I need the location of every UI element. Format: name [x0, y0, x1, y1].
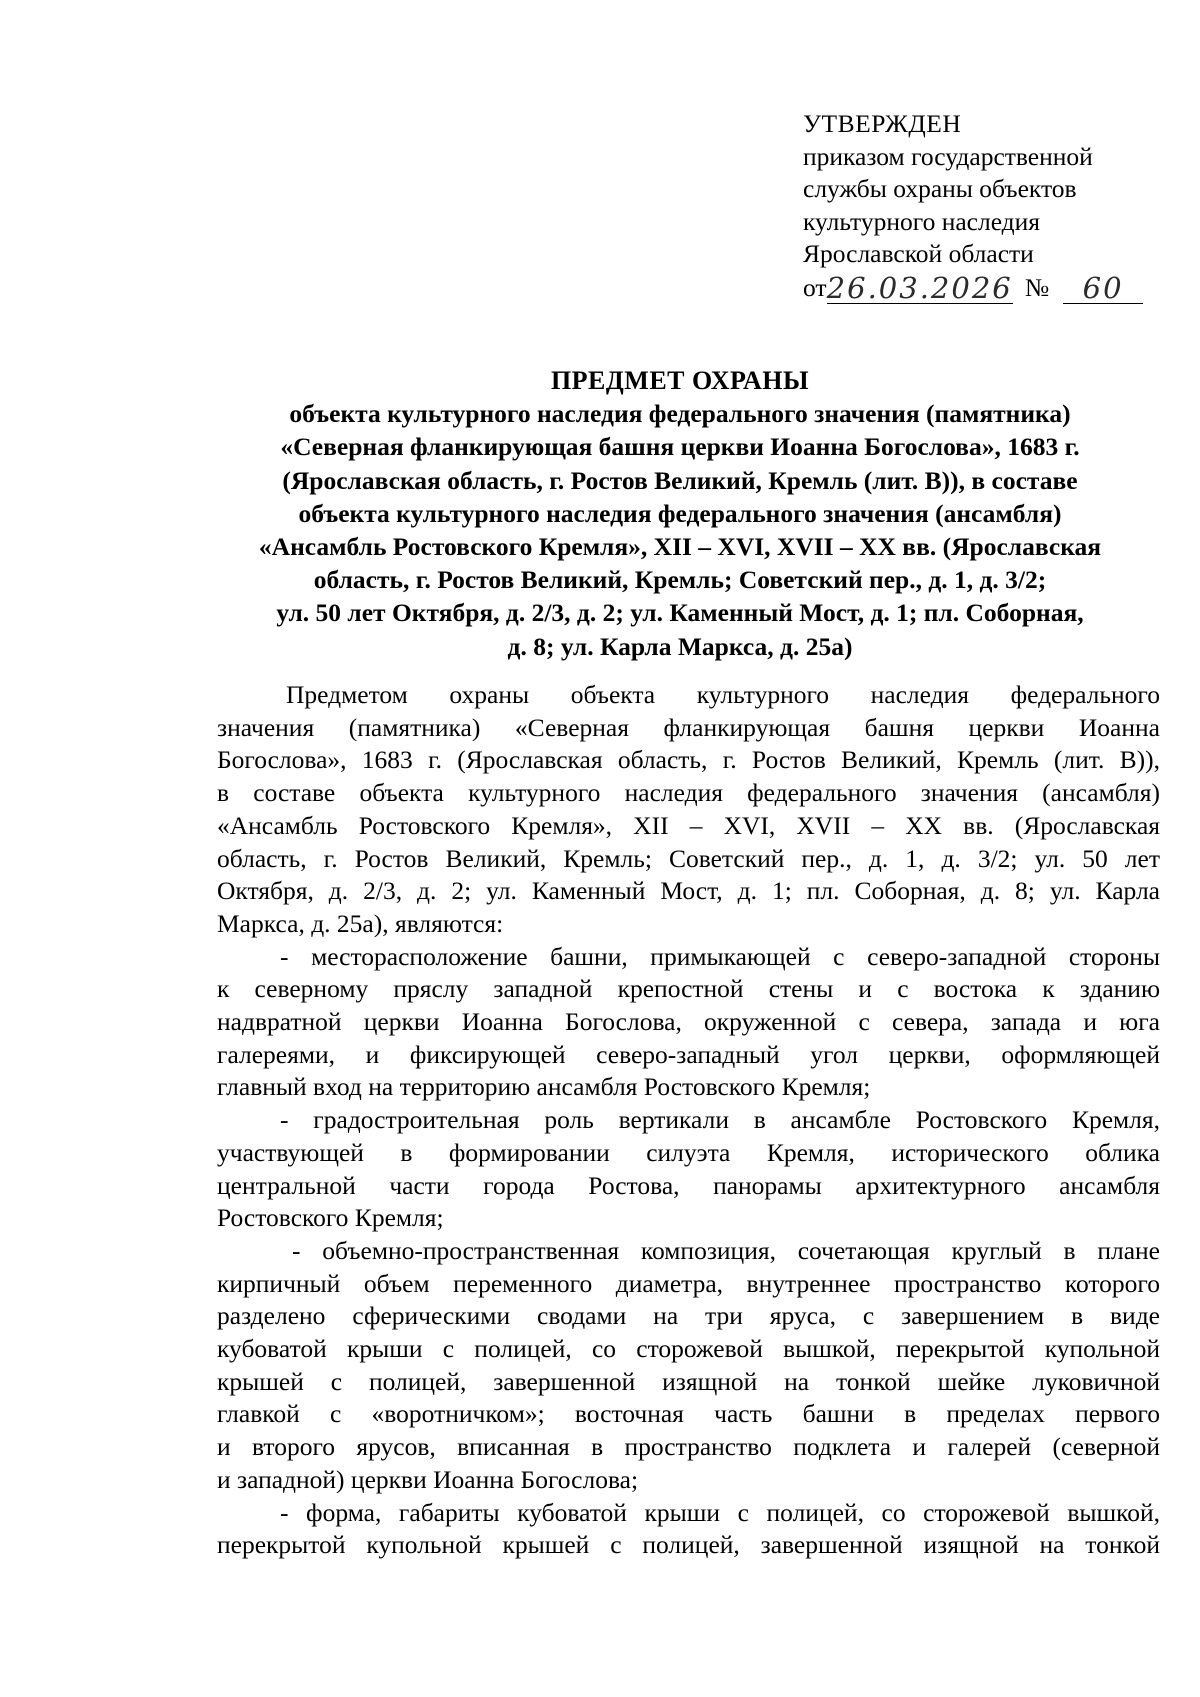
body-line: «Ансамбль Ростовского Кремля», XII – XVI, XVII – XX вв. (Ярославская	[217, 810, 1160, 840]
list-item-line: разделено сферическими сводами на три яруса, с завершением в виде	[217, 1301, 1160, 1331]
body-line: Предметом охраны объекта культурного наследия федерального	[286, 680, 1160, 709]
title-line: объекта культурного наследия федерального значения (памятника)	[289, 399, 1071, 429]
approval-heading: УТВЕРЖДЕН	[803, 109, 962, 138]
list-item-line: - форма, габариты кубоватой крыши с полицей, со сторожевой вышкой,	[280, 1497, 1160, 1527]
approval-date-row	[803, 272, 1143, 305]
number-sign: №	[1024, 272, 1050, 302]
list-item-line: Ростовского Кремля;	[217, 1203, 444, 1233]
list-item-line: надвратной церкви Иоанна Богослова, окруженной с севера, запада и юга	[217, 1007, 1160, 1037]
list-item-line: и второго ярусов, вписанная в пространство подклета и галерей (северной	[217, 1432, 1160, 1462]
approval-line: службы охраны объектов	[803, 174, 1077, 203]
title-line: (Ярославская область, г. Ростов Великий, Кремль (лит. В)), в составе	[282, 465, 1078, 495]
approval-stamp-block	[803, 108, 1143, 304]
title-line: «Ансамбль Ростовского Кремля», XII – XVI, XVII – XX вв. (Ярославская	[258, 532, 1102, 562]
list-item-line: и западной) церкви Иоанна Богослова;	[217, 1464, 639, 1494]
body-line: Октября, д. 2/3, д. 2; ул. Каменный Мост, д. 1; пл. Соборная, д. 8; ул. Карла	[217, 876, 1160, 906]
list-item-line: перекрытой купольной крышей с полицей, завершенной изящной на тонкой	[217, 1530, 1160, 1560]
title-line: д. 8; ул. Карла Маркса, д. 25а)	[507, 631, 853, 661]
body-line: в составе объекта культурного наследия федерального значения (ансамбля)	[217, 778, 1160, 808]
list-item-line: центральной части города Ростова, панорамы архитектурного ансамбля	[217, 1170, 1160, 1200]
list-item-line: главный вход на территорию ансамбля Ростовского Кремля;	[217, 1072, 871, 1102]
date-prefix: от	[803, 272, 827, 302]
list-item-line: - месторасположение башни, примыкающей с северо-западной стороны	[280, 941, 1160, 971]
list-item-line: - объемно-пространственная композиция, сочетающая круглый в плане	[292, 1235, 1160, 1265]
list-item-line: - градостроительная роль вертикали в ансамбле Ростовского Кремля,	[280, 1105, 1160, 1135]
document-body	[217, 679, 1160, 1562]
list-item-line: галереями, и фиксирующей северо-западный угол церкви, оформляющей	[217, 1039, 1160, 1069]
approval-line: Ярославской области	[803, 239, 1034, 268]
list-item-line: кирпичный объем переменного диаметра, внутреннее пространство которого	[217, 1268, 1160, 1298]
handwritten-order-number: 60	[1063, 273, 1143, 304]
body-line: Богослова», 1683 г. (Ярославская область, г. Ростов Великий, Кремль (лит. В)),	[217, 745, 1160, 775]
document-title-block	[180, 364, 1180, 663]
approval-line: культурного наследия	[803, 206, 1041, 236]
handwritten-date: 26.03.2026	[826, 271, 1013, 305]
list-item-line: участвующей в формировании силуэта Кремля, исторического облика	[217, 1137, 1160, 1167]
approval-line: приказом государственной	[803, 141, 1093, 171]
list-item-line: главкой с «воротничком»; восточная часть башни в пределах первого	[217, 1399, 1160, 1429]
title-line: область, г. Ростов Великий, Кремль; Советский пер., д. 1, д. 3/2;	[313, 565, 1047, 595]
document-title: ПРЕДМЕТ ОХРАНЫ	[550, 366, 810, 395]
title-line: ул. 50 лет Октября, д. 2/3, д. 2; ул. Каменный Мост, д. 1; пл. Соборная,	[276, 598, 1084, 628]
title-line: объекта культурного наследия федерального значения (ансамбля)	[298, 498, 1062, 528]
body-line: Маркса, д. 25а), являются:	[217, 908, 504, 938]
body-line: область, г. Ростов Великий, Кремль; Советский пер., д. 1, д. 3/2; ул. 50 лет	[217, 843, 1160, 873]
body-line: значения (памятника) «Северная фланкирующая башня церкви Иоанна	[217, 712, 1160, 742]
title-line: «Северная фланкирующая башня церкви Иоанна Богослова», 1683 г.	[280, 432, 1080, 462]
list-item-line: к северному пряслу западной крепостной стены и с востока к зданию	[217, 974, 1160, 1004]
list-item-line: кубоватой крыши с полицей, со сторожевой вышкой, перекрытой купольной	[217, 1334, 1160, 1364]
list-item-line: крышей с полицей, завершенной изящной на тонкой шейке луковичной	[217, 1366, 1160, 1396]
